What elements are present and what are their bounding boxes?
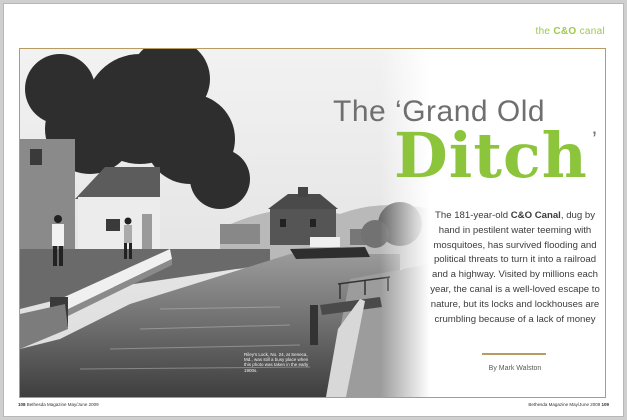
footer-left bbox=[18, 402, 99, 407]
magazine-spread bbox=[4, 4, 623, 416]
title-line-2: Ditch bbox=[394, 119, 588, 192]
footer-right bbox=[528, 402, 609, 407]
footer-right-text: Bethesda Magazine May/June 2009 bbox=[528, 402, 601, 407]
feature-frame bbox=[19, 48, 606, 398]
gold-divider bbox=[482, 353, 546, 355]
footer-right-page-number: 109 bbox=[601, 402, 609, 407]
footer-left-page-number: 108 bbox=[18, 402, 26, 407]
photo-caption: Riley's Lock, No. 24, at Seneca, Md., was still a busy place when this photo was taken in the early 1900s. bbox=[244, 352, 309, 373]
footer-left-text: Bethesda Magazine May/June 2009 bbox=[26, 402, 99, 407]
intro-paragraph bbox=[425, 209, 605, 327]
title-closing-quote: ’ bbox=[592, 127, 597, 152]
section-header-prefix: the bbox=[535, 26, 554, 37]
section-header bbox=[535, 26, 605, 37]
intro-rest: , dug by hand in pestilent water teeming with mosquitoes, has survived flooding and political threats to turn it into a railroad and a highway. Visited by millions each year, the canal is a well-loved escape to nature, but its locks and lockhouses are crumbling because of a lack of money bbox=[430, 210, 600, 325]
byline: By Mark Walston bbox=[488, 365, 542, 372]
title-line-1: The ‘Grand Old bbox=[333, 95, 546, 128]
intro-highlight: C&O Canal bbox=[510, 210, 561, 221]
intro-lead: The 181-year-old bbox=[435, 210, 511, 221]
section-header-brand: C&O bbox=[553, 26, 577, 37]
section-header-suffix: canal bbox=[576, 26, 605, 37]
